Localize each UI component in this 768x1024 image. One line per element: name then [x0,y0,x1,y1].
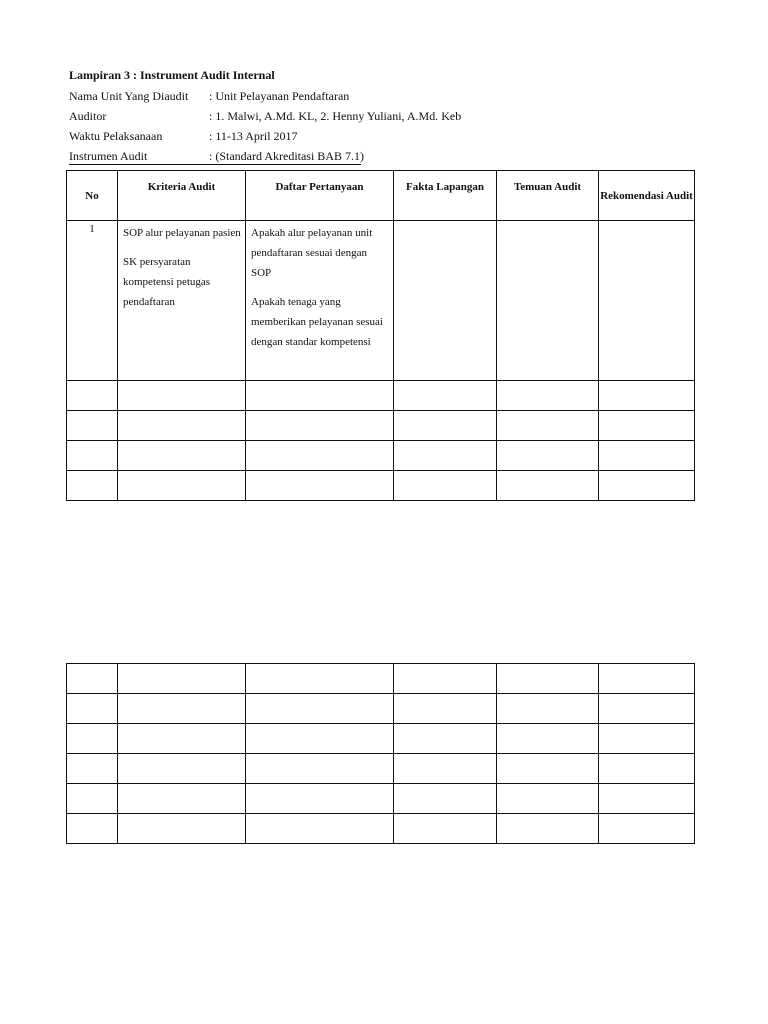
table-header-row [67,171,695,221]
kriteria-item: SOP alur pelayanan pasien [123,227,241,239]
cell-temuan [497,221,599,381]
cell-pertanyaan [246,221,394,381]
table-row-empty [67,381,695,411]
table-row-empty [67,814,695,844]
header-temuan: Temuan Audit [497,171,599,221]
header-no: No [67,171,118,221]
table-row [67,221,695,381]
info-value: : 11-13 April 2017 [209,129,298,143]
header-pertanyaan: Daftar Pertanyaan [246,171,394,221]
table-row-empty [67,694,695,724]
info-value: : Unit Pelayanan Pendaftaran [209,89,350,103]
cell-no: 1 [67,221,118,381]
cell-rekomendasi [599,221,695,381]
info-row-instrumen [69,148,364,165]
table-row-empty [67,754,695,784]
header-kriteria: Kriteria Audit [118,171,246,221]
table-row-empty [67,784,695,814]
table-row-empty [67,664,695,694]
info-label: Auditor [69,109,107,123]
page-title: Lampiran 3 : Instrument Audit Internal [69,68,275,82]
pertanyaan-item: Apakah alur pelayanan unit pendaftaran sesuai dengan SOP [251,227,373,279]
cell-kriteria [118,221,246,381]
info-value: : (Standard Akreditasi BAB 7.1) [209,149,364,163]
kriteria-item: SK persyaratan kompetensi petugas pendaftaran [123,256,211,308]
table-row-empty [67,441,695,471]
info-label: Instrumen Audit [69,149,148,163]
audit-table-continuation [66,663,695,844]
audit-table [66,170,695,501]
header-rekomendasi: Rekomendasi Audit [599,171,695,221]
header-fakta: Fakta Lapangan [394,171,497,221]
info-label: Waktu Pelaksanaan [69,129,163,143]
pertanyaan-item: Apakah tenaga yang memberikan pelayanan sesuai dengan standar kompetensi [251,296,383,348]
info-label: Nama Unit Yang Diaudit [69,89,189,103]
cell-fakta [394,221,497,381]
table-row-empty [67,411,695,441]
table-row-empty [67,471,695,501]
info-value: : 1. Malwi, A.Md. KL, 2. Henny Yuliani, A.Md. Keb [209,109,462,123]
table-row-empty [67,724,695,754]
